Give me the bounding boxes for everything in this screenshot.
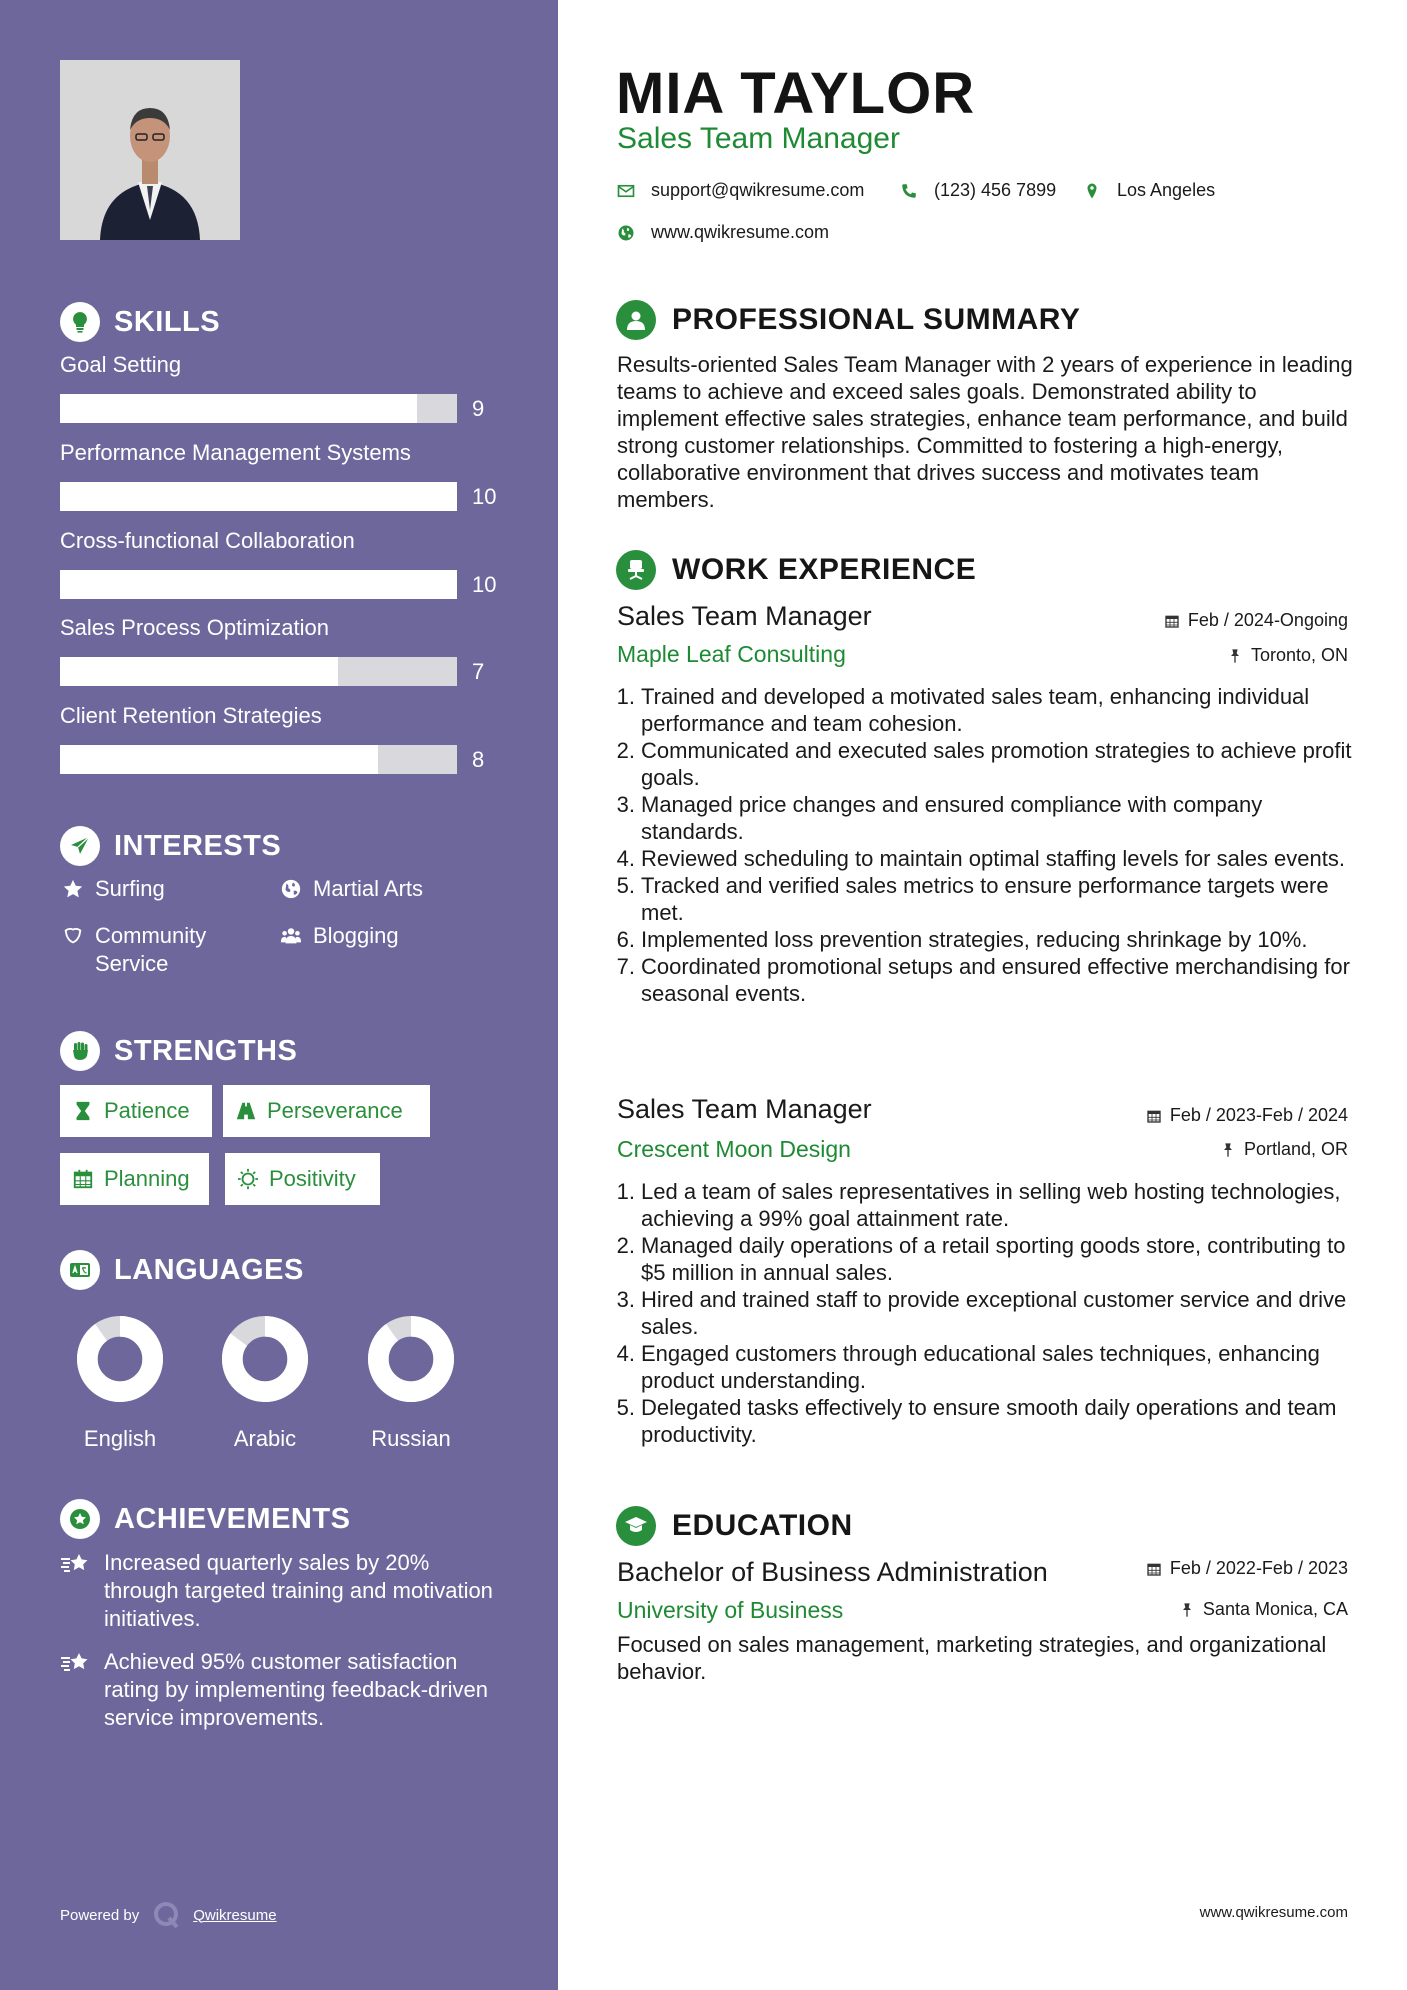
language-item — [192, 1316, 338, 1452]
strength-label: Patience — [104, 1098, 190, 1123]
list-item: 4. Reviewed scheduling to maintain optimal staffing levels for sales events. — [616, 846, 1345, 871]
bullet-text: Communicated and executed sales promotion strategies to achieve profit goals. — [641, 738, 1352, 790]
list-item: 2. Managed daily operations of a retail sporting goods store, contributing to $5 million in annual sales. — [611, 1232, 1361, 1286]
job-dates-text: Feb / 2024-Ongoing — [1187, 610, 1348, 630]
pushpin-icon — [1179, 1602, 1195, 1618]
language-item — [47, 1316, 193, 1452]
language-ring — [222, 1316, 308, 1402]
experience-heading — [616, 550, 976, 590]
job-company: Crescent Moon Design — [617, 1136, 851, 1162]
skill-bar-fill — [60, 394, 417, 423]
language-name: Arabic — [233, 1426, 297, 1451]
language-name: English — [83, 1426, 157, 1451]
calendar-icon — [72, 1168, 94, 1190]
skill-bar-fill — [60, 482, 457, 511]
bullet-text: Led a team of sales representatives in selling web hosting technologies, achieving a 99% goal attainment rate. — [641, 1179, 1341, 1231]
globe-icon — [617, 224, 635, 242]
languages-heading — [60, 1250, 304, 1290]
interest-item — [278, 875, 423, 903]
job-location-text: Portland, OR — [1243, 1139, 1348, 1159]
list-item: 5. Delegated tasks effectively to ensure smooth daily operations and team productivity. — [611, 1394, 1361, 1448]
sidebar — [0, 0, 558, 1990]
education-dates-text: Feb / 2022-Feb / 2023 — [1169, 1558, 1348, 1578]
skill-value: 10 — [472, 571, 497, 597]
language-ring — [77, 1316, 163, 1402]
skill-item — [60, 615, 500, 686]
contact-email[interactable] — [617, 180, 864, 201]
skill-bar-fill — [60, 570, 457, 599]
education-title: EDUCATION — [672, 1509, 853, 1542]
list-item: 2. Communicated and executed sales promotion strategies to achieve profit goals. — [611, 737, 1361, 791]
strength-label: Positivity — [269, 1166, 356, 1191]
languages-title: LANGUAGES — [114, 1253, 304, 1286]
achievements-heading — [60, 1499, 350, 1539]
strength-badge — [223, 1085, 430, 1137]
road-icon — [235, 1100, 257, 1122]
shooting-star-icon — [60, 1551, 92, 1582]
list-item: 3. Managed price changes and ensured compliance with company standards. — [611, 791, 1361, 845]
skill-value: 7 — [472, 658, 485, 684]
list-item: 3. Hired and trained staff to provide exceptional customer service and drive sales. — [611, 1286, 1361, 1340]
powered-by — [60, 1900, 277, 1930]
skill-bar-fill — [60, 745, 378, 774]
interest-label: Community Service — [95, 923, 207, 976]
summary-heading — [616, 300, 1080, 340]
skill-bar — [60, 657, 457, 686]
bullet-text: Tracked and verified sales metrics to ensure performance targets were met. — [641, 873, 1329, 925]
interest-label: Blogging — [313, 923, 399, 948]
location-text: Los Angeles — [1117, 180, 1216, 200]
award-icon — [60, 1499, 100, 1539]
interest-label: Martial Arts — [313, 876, 424, 901]
interests-heading — [60, 826, 281, 866]
achievement-item — [60, 1648, 500, 1732]
job-company: Maple Leaf Consulting — [617, 641, 846, 667]
bullet-text: Coordinated promotional setups and ensured effective merchandising for seasonal events. — [641, 954, 1350, 1006]
bullet-text: Managed daily operations of a retail sporting goods store, contributing to $5 million in annual sales. — [641, 1233, 1346, 1285]
contact-phone[interactable] — [900, 180, 1056, 201]
qwikresume-logo-icon — [151, 1900, 181, 1930]
shield-icon — [60, 923, 86, 949]
footer-url[interactable]: www.qwikresume.com — [1199, 1904, 1348, 1921]
skill-item — [60, 440, 500, 511]
candidate-name: MIA TAYLOR — [616, 61, 976, 126]
paper-plane-icon — [60, 826, 100, 866]
powered-prefix: Powered by — [60, 1906, 140, 1924]
skill-item — [60, 352, 500, 423]
bullet-text: Managed price changes and ensured compliance with company standards. — [641, 792, 1263, 844]
skill-name: Sales Process Optimization — [60, 615, 329, 640]
education-degree: Bachelor of Business Administration — [617, 1557, 1048, 1587]
star-icon — [60, 876, 86, 902]
sun-icon — [237, 1168, 259, 1190]
calendar-icon — [1146, 1561, 1162, 1577]
strength-badge — [225, 1153, 380, 1205]
language-ring — [368, 1316, 454, 1402]
language-name: Russian — [371, 1426, 451, 1451]
list-item: 4. Engaged customers through educational sales techniques, enhancing product understanding. — [611, 1340, 1361, 1394]
skill-bar — [60, 482, 457, 511]
skill-value: 10 — [472, 483, 497, 509]
job-location — [1227, 645, 1348, 666]
interest-item — [60, 875, 165, 903]
skill-bar — [60, 394, 457, 423]
job-dates — [1164, 610, 1348, 631]
skill-bar — [60, 570, 457, 599]
lightbulb-icon — [60, 302, 100, 342]
education-heading — [616, 1506, 853, 1546]
language-icon — [60, 1250, 100, 1290]
education-location — [1179, 1599, 1348, 1620]
bullet-text: Hired and trained staff to provide exceptional customer service and drive sales. — [641, 1287, 1347, 1339]
summary-text: Results-oriented Sales Team Manager with 2 years of experience in leading teams to achieve and exceed sales goals. Demonstrated ability to implement effective sales strategies, enhance team performance, and build strong customer relationships. Committed to fostering a high-energy, collaborative environment that drives success and motivates team members. — [617, 352, 1353, 512]
users-icon — [278, 923, 304, 949]
skill-name: Performance Management Systems — [60, 440, 411, 465]
list-item: 6. Implemented loss prevention strategies, reducing shrinkage by 10%. — [616, 927, 1308, 952]
bullet-text: Engaged customers through educational sales techniques, enhancing product understanding. — [641, 1341, 1320, 1393]
phone-icon — [900, 182, 918, 200]
job-location-text: Toronto, ON — [1250, 645, 1348, 665]
job-bullets — [611, 683, 1361, 1007]
job-title: Sales Team Manager — [617, 1094, 872, 1124]
calendar-icon — [1146, 1108, 1162, 1124]
bullet-text: Trained and developed a motivated sales team, enhancing individual performance and team cohesion. — [641, 684, 1310, 736]
list-item: 7. Coordinated promotional setups and ensured effective merchandising for seasonal events. — [611, 953, 1361, 1007]
bullet-text: Implemented loss prevention strategies, reducing shrinkage by 10%. — [641, 927, 1308, 952]
job-title: Sales Team Manager — [617, 601, 872, 631]
skills-title: SKILLS — [114, 305, 221, 338]
bullet-text: Delegated tasks effectively to ensure smooth daily operations and team productivity. — [641, 1395, 1337, 1447]
skill-value: 8 — [472, 746, 485, 772]
contact-location — [1083, 180, 1215, 201]
pushpin-icon — [1227, 648, 1243, 664]
skill-name: Client Retention Strategies — [60, 703, 322, 728]
map-pin-icon — [1083, 182, 1101, 200]
strengths-title: STRENGTHS — [114, 1034, 298, 1067]
skill-name: Goal Setting — [60, 352, 182, 377]
interests-title: INTERESTS — [114, 829, 282, 862]
phone-text[interactable]: (123) 456 7899 — [934, 180, 1057, 200]
skill-bar — [60, 745, 457, 774]
website-text[interactable]: www.qwikresume.com — [651, 222, 830, 242]
summary-title: PROFESSIONAL SUMMARY — [672, 303, 1081, 336]
graduate-icon — [616, 1506, 656, 1546]
strength-label: Perseverance — [267, 1098, 403, 1123]
chair-icon — [616, 550, 656, 590]
achievements-title: ACHIEVEMENTS — [114, 1502, 351, 1535]
profile-photo — [60, 60, 240, 240]
achievement-text: Increased quarterly sales by 20% through targeted training and motivation initiatives. — [104, 1550, 493, 1631]
skill-name: Cross-functional Collaboration — [60, 528, 355, 553]
envelope-icon — [617, 182, 635, 200]
calendar-icon — [1164, 613, 1180, 629]
education-location-text: Santa Monica, CA — [1202, 1599, 1348, 1619]
strengths-heading — [60, 1031, 297, 1071]
language-item — [338, 1316, 484, 1452]
shooting-star-icon — [60, 1650, 92, 1681]
strength-badge — [60, 1153, 209, 1205]
interest-label: Surfing — [95, 876, 165, 901]
list-item: 5. Tracked and verified sales metrics to ensure performance targets were met. — [611, 872, 1361, 926]
bullet-text: Reviewed scheduling to maintain optimal staffing levels for sales events. — [641, 846, 1345, 871]
education-description: Focused on sales management, marketing strategies, and organizational behavior. — [617, 1632, 1327, 1684]
education-dates — [1146, 1558, 1348, 1579]
job-dates — [1146, 1105, 1348, 1126]
globe-icon — [278, 876, 304, 902]
strength-badge — [60, 1085, 212, 1137]
skill-value: 9 — [472, 395, 485, 421]
fist-icon — [60, 1031, 100, 1071]
list-item: 1. Trained and developed a motivated sales team, enhancing individual performance and team cohesion. — [611, 683, 1361, 737]
strength-label: Planning — [104, 1166, 190, 1191]
email-text[interactable]: support@qwikresume.com — [651, 180, 865, 200]
job-bullets — [611, 1178, 1361, 1448]
interest-item — [278, 922, 399, 950]
achievement-item — [60, 1549, 500, 1633]
skill-bar-fill — [60, 657, 338, 686]
skill-item — [60, 703, 500, 774]
list-item: 1. Led a team of sales representatives in selling web hosting technologies, achieving a 99% goal attainment rate. — [611, 1178, 1361, 1232]
candidate-role: Sales Team Manager — [617, 122, 900, 155]
interest-item — [60, 922, 260, 978]
contact-website[interactable] — [617, 222, 829, 243]
skill-item — [60, 528, 500, 599]
experience-title: WORK EXPERIENCE — [672, 553, 977, 586]
pushpin-icon — [1220, 1142, 1236, 1158]
powered-brand-link[interactable]: Qwikresume — [193, 1906, 277, 1924]
achievement-text: Achieved 95% customer satisfaction rating by implementing feedback-driven service improvements. — [104, 1649, 488, 1730]
hourglass-icon — [72, 1100, 94, 1122]
user-icon — [616, 300, 656, 340]
job-dates-text: Feb / 2023-Feb / 2024 — [1169, 1105, 1348, 1125]
job-location — [1220, 1139, 1348, 1160]
skills-heading — [60, 302, 220, 342]
education-school: University of Business — [617, 1597, 844, 1623]
